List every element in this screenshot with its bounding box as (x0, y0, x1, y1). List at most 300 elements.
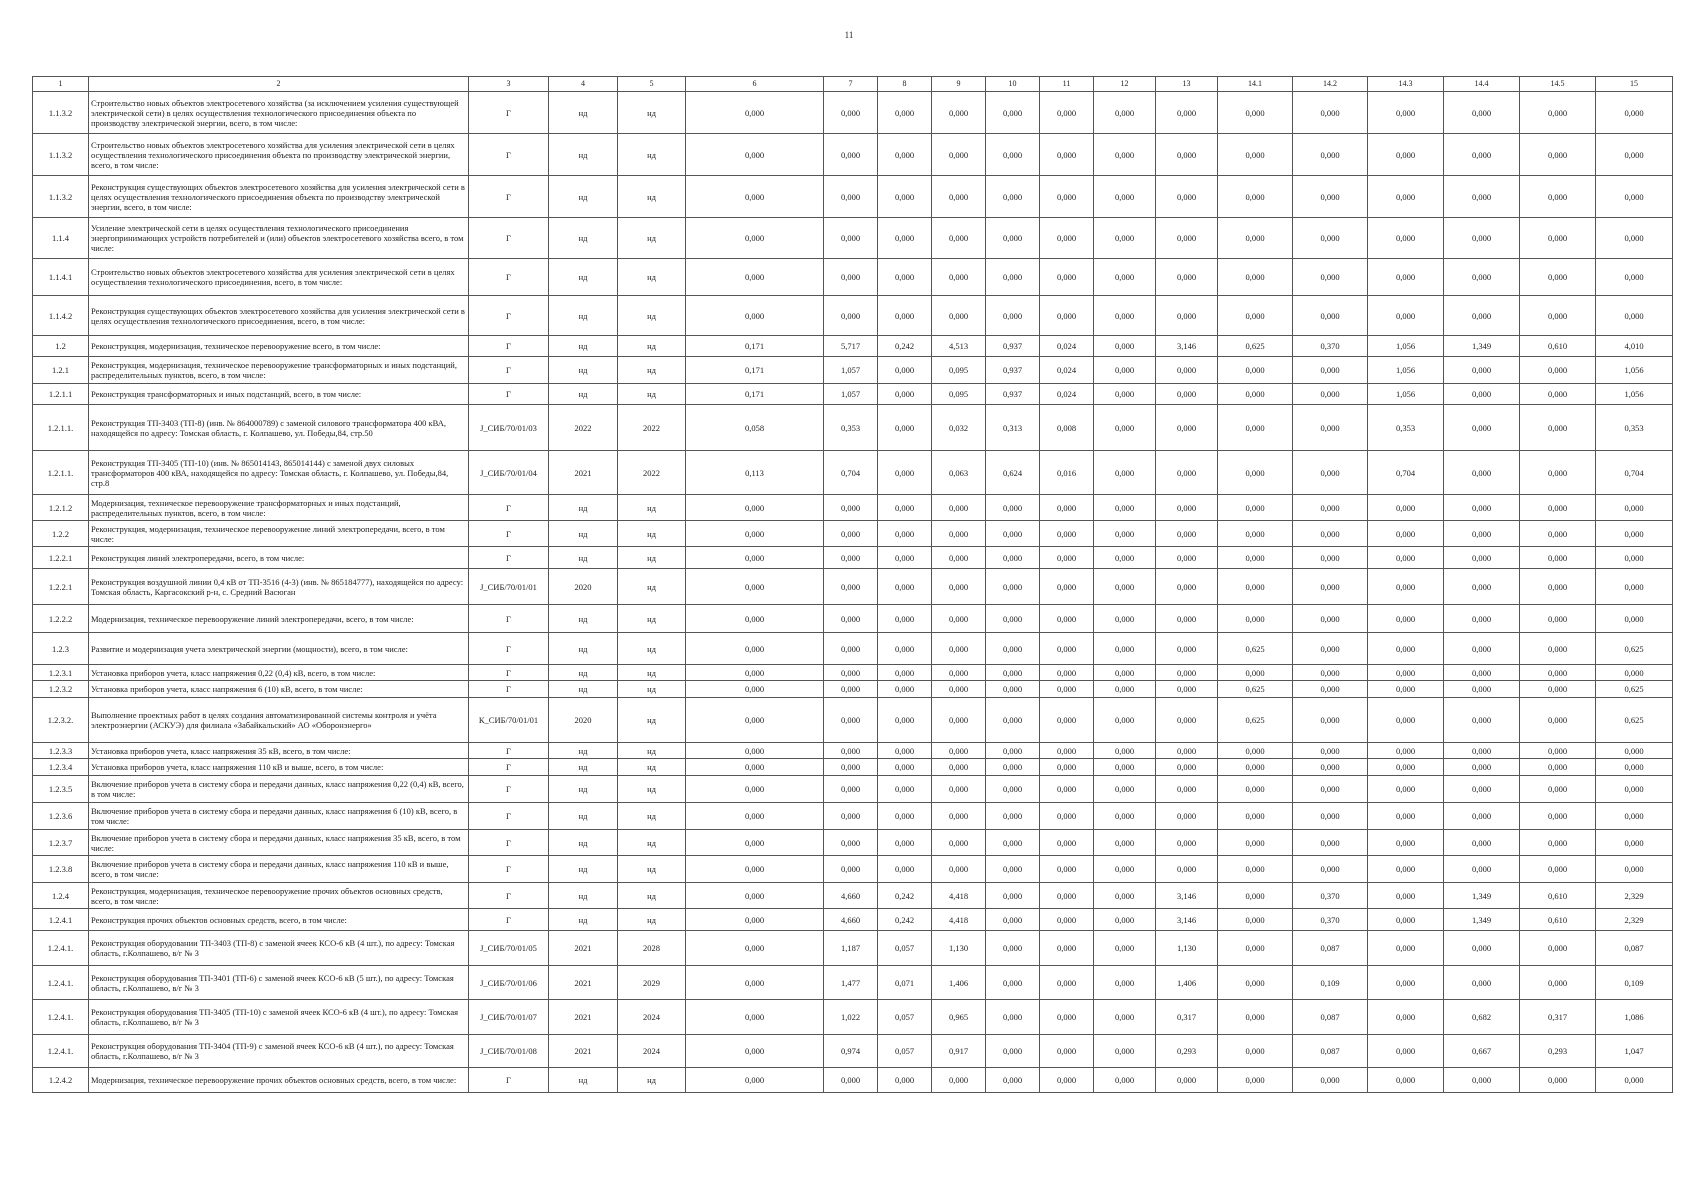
table-cell: 0,000 (1368, 681, 1444, 698)
row-code: 1.1.3.2 (33, 134, 89, 176)
table-cell: 0,000 (1444, 803, 1520, 830)
table-cell: 0,000 (1520, 405, 1596, 451)
table-cell: 1,406 (932, 966, 986, 1000)
table-cell: 0,000 (1218, 92, 1293, 134)
row-code: 1.1.4.1 (33, 259, 89, 296)
table-cell: нд (549, 176, 618, 218)
table-cell: 0,000 (1040, 1000, 1094, 1035)
row-name: Реконструкция, модернизация, техническое перевооружение всего, в том числе: (89, 336, 469, 357)
table-cell: 0,000 (686, 856, 824, 883)
table-cell: 0,000 (1040, 931, 1094, 966)
table-cell: 0,000 (1218, 830, 1293, 856)
table-cell: 0,000 (686, 605, 824, 633)
table-cell: 0,000 (986, 1035, 1040, 1068)
table-cell: 0,000 (686, 547, 824, 569)
table-cell: 0,000 (1444, 547, 1520, 569)
table-cell: 2021 (549, 451, 618, 495)
table-cell: 0,000 (932, 569, 986, 605)
table-cell: 0,000 (824, 776, 878, 803)
row-name: Реконструкция оборудовании ТП-3403 (ТП-8) с заменой ячеек КСО-6 кВ (4 шт.), по адресу: Томская область, г.Колпашево, в/г № 3 (89, 931, 469, 966)
table-cell: 0,000 (1444, 698, 1520, 743)
table-cell: 0,667 (1444, 1035, 1520, 1068)
table-cell: 0,000 (686, 1000, 824, 1035)
row-code: 1.2 (33, 336, 89, 357)
table-cell: 1,130 (932, 931, 986, 966)
table-cell: 0,000 (1094, 633, 1156, 665)
table-cell: 0,000 (878, 776, 932, 803)
table-cell: нд (618, 521, 686, 547)
table-cell: 0,000 (986, 1068, 1040, 1093)
table-cell: Г (469, 384, 549, 405)
table-cell: 0,000 (1094, 856, 1156, 883)
table-cell: 0,000 (1293, 259, 1368, 296)
table-row (33, 336, 1673, 357)
table-cell: 0,000 (1094, 931, 1156, 966)
table-cell: нд (549, 384, 618, 405)
table-cell: Г (469, 909, 549, 931)
table-cell: J_СИБ/70/01/07 (469, 1000, 549, 1035)
column-header: 6 (686, 77, 824, 92)
table-cell: 0,000 (1368, 1068, 1444, 1093)
table-cell: нд (618, 681, 686, 698)
table-cell: 0,000 (986, 296, 1040, 336)
column-header: 2 (89, 77, 469, 92)
row-code: 1.1.3.2 (33, 92, 89, 134)
row-code: 1.2.1 (33, 357, 89, 384)
table-cell: нд (618, 856, 686, 883)
table-cell: нд (618, 384, 686, 405)
table-cell: 0,000 (1368, 1000, 1444, 1035)
table-cell: 0,000 (824, 296, 878, 336)
table-cell: 4,660 (824, 883, 878, 909)
table-cell: 0,000 (1040, 296, 1094, 336)
table-cell: нд (618, 547, 686, 569)
table-cell: 0,625 (1218, 336, 1293, 357)
row-name: Реконструкция ТП-3405 (ТП-10) (инв. № 865014143, 865014144) с заменой двух силовых трансформаторов 400 кВА, находящейся по адресу: Томская область, г. Колпашево, ул. Победы,84, стр.8 (89, 451, 469, 495)
table-cell: 0,000 (986, 259, 1040, 296)
table-cell: 0,000 (1444, 296, 1520, 336)
table-cell: 0,000 (824, 759, 878, 776)
table-cell: 0,000 (1520, 803, 1596, 830)
table-cell: 0,000 (986, 776, 1040, 803)
table-cell: 0,071 (878, 966, 932, 1000)
table-cell: 1,057 (824, 357, 878, 384)
table-cell: нд (549, 357, 618, 384)
table-cell: нд (549, 547, 618, 569)
table-cell: 0,000 (1293, 605, 1368, 633)
table-cell: 0,704 (824, 451, 878, 495)
table-cell: 0,000 (1040, 803, 1094, 830)
row-name: Установка приборов учета, класс напряжения 35 кВ, всего, в том числе: (89, 743, 469, 759)
table-row (33, 495, 1673, 521)
table-cell: 0,000 (1444, 134, 1520, 176)
table-row (33, 1000, 1673, 1035)
table-cell: 0,000 (824, 547, 878, 569)
table-row (33, 547, 1673, 569)
table-cell: 0,000 (686, 218, 824, 259)
table-cell: 0,057 (878, 1000, 932, 1035)
table-cell: 0,704 (1596, 451, 1673, 495)
table-cell: 0,000 (1520, 92, 1596, 134)
table-cell: 0,000 (686, 931, 824, 966)
table-row (33, 698, 1673, 743)
table-cell: 0,000 (1293, 1068, 1368, 1093)
row-name: Строительство новых объектов электросетевого хозяйства для усиления электрической сети в целях осуществления технологического присоединения, всего, в том числе: (89, 259, 469, 296)
table-cell: 0,000 (1094, 495, 1156, 521)
header-row (33, 77, 1673, 92)
table-cell: 0,000 (1368, 743, 1444, 759)
table-cell: 0,000 (1218, 1068, 1293, 1093)
table-cell: 0,024 (1040, 336, 1094, 357)
table-cell: 0,000 (1520, 134, 1596, 176)
table-cell: 0,000 (1156, 547, 1218, 569)
table-cell: 0,000 (1156, 743, 1218, 759)
table-cell: 0,000 (986, 966, 1040, 1000)
table-cell: 0,000 (932, 259, 986, 296)
table-cell: 0,000 (1218, 405, 1293, 451)
table-cell: 0,000 (1040, 909, 1094, 931)
table-cell: нд (618, 176, 686, 218)
table-cell: 0,000 (686, 521, 824, 547)
table-cell: 0,000 (986, 633, 1040, 665)
table-cell: 0,000 (878, 569, 932, 605)
table-cell: 0,000 (878, 218, 932, 259)
table-cell: нд (549, 259, 618, 296)
table-cell: 0,000 (878, 803, 932, 830)
table-row (33, 633, 1673, 665)
table-cell: 0,000 (932, 547, 986, 569)
table-cell: 0,000 (1040, 743, 1094, 759)
table-cell: нд (549, 681, 618, 698)
table-cell: 0,000 (1218, 909, 1293, 931)
table-cell: 0,000 (878, 296, 932, 336)
table-cell: 0,000 (1444, 665, 1520, 681)
table-cell: 0,000 (686, 495, 824, 521)
table-cell: 0,000 (1156, 569, 1218, 605)
table-cell: 0,000 (932, 296, 986, 336)
table-cell: 2021 (549, 931, 618, 966)
table-cell: 0,000 (1368, 665, 1444, 681)
table-cell: нд (618, 665, 686, 681)
table-cell: 0,000 (1520, 296, 1596, 336)
table-cell: 0,370 (1293, 909, 1368, 931)
table-cell: 1,056 (1596, 357, 1673, 384)
table-cell: 0,000 (1156, 776, 1218, 803)
table-cell: Г (469, 92, 549, 134)
table-cell: нд (549, 92, 618, 134)
row-name: Включение приборов учета в систему сбора и передачи данных, класс напряжения 0,22 (0,4) кВ, всего, в том числе: (89, 776, 469, 803)
table-row (33, 357, 1673, 384)
row-name: Включение приборов учета в систему сбора и передачи данных, класс напряжения 6 (10) кВ, всего, в том числе: (89, 803, 469, 830)
table-cell: 1,477 (824, 966, 878, 1000)
table-row (33, 451, 1673, 495)
table-cell: нд (549, 883, 618, 909)
table-cell: 0,000 (1094, 176, 1156, 218)
row-code: 1.2.3.5 (33, 776, 89, 803)
table-cell: 0,113 (686, 451, 824, 495)
row-name: Установка приборов учета, класс напряжения 110 кВ и выше, всего, в том числе: (89, 759, 469, 776)
table-cell: 0,000 (878, 681, 932, 698)
table-cell: 0,000 (932, 830, 986, 856)
table-cell: 0,000 (1444, 569, 1520, 605)
table-cell: 0,000 (878, 134, 932, 176)
column-header: 14.2 (1293, 77, 1368, 92)
table-cell: 2020 (549, 698, 618, 743)
table-cell: 0,171 (686, 384, 824, 405)
table-cell: 0,000 (824, 521, 878, 547)
table-cell: 0,000 (986, 698, 1040, 743)
table-cell: нд (549, 218, 618, 259)
table-cell: нд (618, 495, 686, 521)
table-cell: 0,242 (878, 336, 932, 357)
table-cell: 0,000 (1444, 743, 1520, 759)
row-name: Модернизация, техническое перевооружение трансформаторных и иных подстанций, распределительных пунктов, всего, в том числе: (89, 495, 469, 521)
table-cell: 0,000 (1094, 451, 1156, 495)
table-cell: 0,000 (932, 495, 986, 521)
table-cell: 0,000 (1156, 521, 1218, 547)
row-code: 1.2.3.1 (33, 665, 89, 681)
column-header: 4 (549, 77, 618, 92)
table-cell: Г (469, 357, 549, 384)
table-row (33, 803, 1673, 830)
table-cell: 0,000 (1596, 830, 1673, 856)
table-cell: 0,682 (1444, 1000, 1520, 1035)
column-header: 9 (932, 77, 986, 92)
table-cell: 0,095 (932, 384, 986, 405)
table-cell: 0,000 (1444, 259, 1520, 296)
table-cell: 0,000 (1218, 296, 1293, 336)
column-header: 12 (1094, 77, 1156, 92)
table-cell: 0,000 (1156, 856, 1218, 883)
table-cell: 0,000 (1156, 176, 1218, 218)
table-cell: 0,000 (686, 776, 824, 803)
table-cell: 0,000 (1094, 743, 1156, 759)
table-cell: J_СИБ/70/01/03 (469, 405, 549, 451)
table-cell: J_СИБ/70/01/05 (469, 931, 549, 966)
table-cell: 0,000 (1094, 218, 1156, 259)
table-cell: 0,000 (986, 134, 1040, 176)
table-cell: 0,000 (1368, 909, 1444, 931)
table-cell: 0,000 (1596, 776, 1673, 803)
table-cell: 0,000 (1218, 1035, 1293, 1068)
table-cell: Г (469, 521, 549, 547)
table-cell: 0,000 (1218, 856, 1293, 883)
table-cell: 0,000 (878, 521, 932, 547)
table-cell: 0,000 (932, 92, 986, 134)
column-header: 8 (878, 77, 932, 92)
table-row (33, 856, 1673, 883)
table-cell: 0,000 (1094, 698, 1156, 743)
table-cell: 0,000 (1293, 759, 1368, 776)
table-row (33, 743, 1673, 759)
column-header: 1 (33, 77, 89, 92)
table-cell: 0,008 (1040, 405, 1094, 451)
table-cell: 0,625 (1218, 633, 1293, 665)
table-cell: нд (618, 336, 686, 357)
table-cell: 0,000 (1218, 176, 1293, 218)
table-cell: 0,000 (1520, 218, 1596, 259)
row-name: Реконструкция прочих объектов основных средств, всего, в том числе: (89, 909, 469, 931)
table-cell: 0,000 (824, 1068, 878, 1093)
table-cell: 0,000 (1368, 521, 1444, 547)
table-cell: 0,000 (986, 856, 1040, 883)
table-cell: 0,000 (932, 605, 986, 633)
table-cell: 0,000 (1293, 743, 1368, 759)
row-name: Реконструкция трансформаторных и иных подстанций, всего, в том числе: (89, 384, 469, 405)
table-cell: 0,000 (1520, 569, 1596, 605)
table-cell: 0,000 (1293, 92, 1368, 134)
table-cell: 0,000 (932, 1068, 986, 1093)
table-cell: 0,000 (1094, 384, 1156, 405)
table-cell: 0,000 (1218, 776, 1293, 803)
table-cell: Г (469, 336, 549, 357)
table-cell: 0,000 (986, 569, 1040, 605)
row-name: Реконструкция оборудования ТП-3405 (ТП-10) с заменой ячеек КСО-6 кВ (4 шт.), по адресу: Томская область, г.Колпашево, в/г № 3 (89, 1000, 469, 1035)
table-cell: 0,000 (824, 665, 878, 681)
table-cell: 0,937 (986, 384, 1040, 405)
table-cell: Г (469, 633, 549, 665)
column-header: 14.5 (1520, 77, 1596, 92)
table-cell: 0,000 (1094, 1000, 1156, 1035)
table-cell: нд (618, 134, 686, 176)
table-cell: 0,000 (878, 665, 932, 681)
table-cell: 0,000 (1293, 134, 1368, 176)
table-row (33, 521, 1673, 547)
table-cell: 0,000 (932, 698, 986, 743)
table-row (33, 931, 1673, 966)
table-cell: 0,000 (1293, 803, 1368, 830)
table-cell: Г (469, 830, 549, 856)
table-cell: 0,000 (1156, 405, 1218, 451)
table-cell: 0,000 (1520, 743, 1596, 759)
table-cell: Г (469, 856, 549, 883)
table-cell: 0,000 (1293, 776, 1368, 803)
table-cell: 0,000 (878, 451, 932, 495)
table-cell: 0,000 (1218, 883, 1293, 909)
row-code: 1.2.2.1 (33, 569, 89, 605)
table-cell: 0,000 (1156, 665, 1218, 681)
table-cell: Г (469, 495, 549, 521)
table-cell: 0,000 (686, 296, 824, 336)
table-cell: 0,000 (878, 495, 932, 521)
table-cell: 0,032 (932, 405, 986, 451)
table-cell: 0,000 (1218, 218, 1293, 259)
table-cell: нд (549, 495, 618, 521)
table-cell: 0,000 (1293, 384, 1368, 405)
table-cell: 0,000 (1293, 405, 1368, 451)
table-row (33, 759, 1673, 776)
table-cell: 0,000 (1094, 909, 1156, 931)
table-cell: 0,610 (1520, 336, 1596, 357)
table-cell: 0,000 (1596, 856, 1673, 883)
table-cell: 0,000 (1444, 776, 1520, 803)
table-cell: 0,000 (1156, 384, 1218, 405)
table-row (33, 259, 1673, 296)
table-cell: 0,000 (1040, 176, 1094, 218)
row-name: Реконструкция воздушной линии 0,4 кВ от ТП-3516 (4-3) (инв. № 865184777), находящейся по адресу: Томская область, Каргасокский р-н, с. Средний Васюган (89, 569, 469, 605)
table-cell: 0,000 (1094, 776, 1156, 803)
row-name: Установка приборов учета, класс напряжения 0,22 (0,4) кВ, всего, в том числе: (89, 665, 469, 681)
table-cell: 3,146 (1156, 336, 1218, 357)
table-cell: 0,000 (1040, 856, 1094, 883)
table-cell: 0,000 (686, 698, 824, 743)
table-cell: 0,000 (1218, 743, 1293, 759)
table-cell: нд (549, 336, 618, 357)
table-cell: 1,022 (824, 1000, 878, 1035)
table-cell: 0,000 (1040, 883, 1094, 909)
table-cell: 0,353 (1596, 405, 1673, 451)
table-cell: 0,000 (986, 605, 1040, 633)
row-code: 1.2.3.2. (33, 698, 89, 743)
table-cell: 0,000 (878, 856, 932, 883)
table-cell: 0,937 (986, 357, 1040, 384)
table-cell: 0,000 (1293, 633, 1368, 665)
table-cell: 0,109 (1596, 966, 1673, 1000)
table-cell: 0,000 (1444, 605, 1520, 633)
row-code: 1.1.4 (33, 218, 89, 259)
table-cell: 0,000 (1094, 547, 1156, 569)
table-cell: 0,000 (1293, 176, 1368, 218)
table-cell: 0,016 (1040, 451, 1094, 495)
table-cell: 0,000 (1596, 218, 1673, 259)
table-cell: 0,000 (1368, 698, 1444, 743)
table-cell: 0,000 (1368, 803, 1444, 830)
table-cell: 0,000 (1596, 1068, 1673, 1093)
table-cell: 0,000 (1218, 259, 1293, 296)
table-cell: 0,000 (1520, 698, 1596, 743)
table-cell: 0,965 (932, 1000, 986, 1035)
table-cell: 0,000 (878, 743, 932, 759)
table-cell: 0,109 (1293, 966, 1368, 1000)
table-cell: 0,000 (1368, 856, 1444, 883)
row-name: Реконструкция оборудования ТП-3404 (ТП-9) с заменой ячеек КСО-6 кВ (4 шт.), по адресу: Томская область, г.Колпашево, в/г № 3 (89, 1035, 469, 1068)
column-header: 13 (1156, 77, 1218, 92)
table-cell: нд (618, 357, 686, 384)
table-row (33, 405, 1673, 451)
table-cell: 0,000 (686, 665, 824, 681)
table-cell: 0,000 (1094, 569, 1156, 605)
table-cell: 0,000 (1444, 218, 1520, 259)
table-row (33, 134, 1673, 176)
page-number: 11 (844, 30, 854, 40)
table-cell: 0,370 (1293, 883, 1368, 909)
table-cell: нд (549, 665, 618, 681)
table-cell: 0,000 (1040, 547, 1094, 569)
table-cell: 0,000 (1444, 759, 1520, 776)
table-row (33, 1035, 1673, 1068)
table-cell: 0,000 (686, 259, 824, 296)
table-cell: Г (469, 134, 549, 176)
table-cell: 0,000 (1596, 259, 1673, 296)
table-cell: 0,000 (1596, 495, 1673, 521)
table-cell: 0,000 (1444, 931, 1520, 966)
table-cell: 0,000 (932, 176, 986, 218)
table-cell: 0,242 (878, 909, 932, 931)
table-cell: 0,000 (686, 92, 824, 134)
table-cell: нд (549, 776, 618, 803)
table-cell: 0,000 (686, 883, 824, 909)
table-cell: 0,000 (1444, 1068, 1520, 1093)
table-cell: нд (618, 743, 686, 759)
table-cell: 0,000 (686, 966, 824, 1000)
table-cell: 0,000 (1218, 384, 1293, 405)
table-cell: 1,130 (1156, 931, 1218, 966)
table-cell: 3,146 (1156, 909, 1218, 931)
table-cell: 0,624 (986, 451, 1040, 495)
table-cell: 0,000 (1520, 495, 1596, 521)
table-cell: нд (618, 698, 686, 743)
table-cell: нд (549, 803, 618, 830)
